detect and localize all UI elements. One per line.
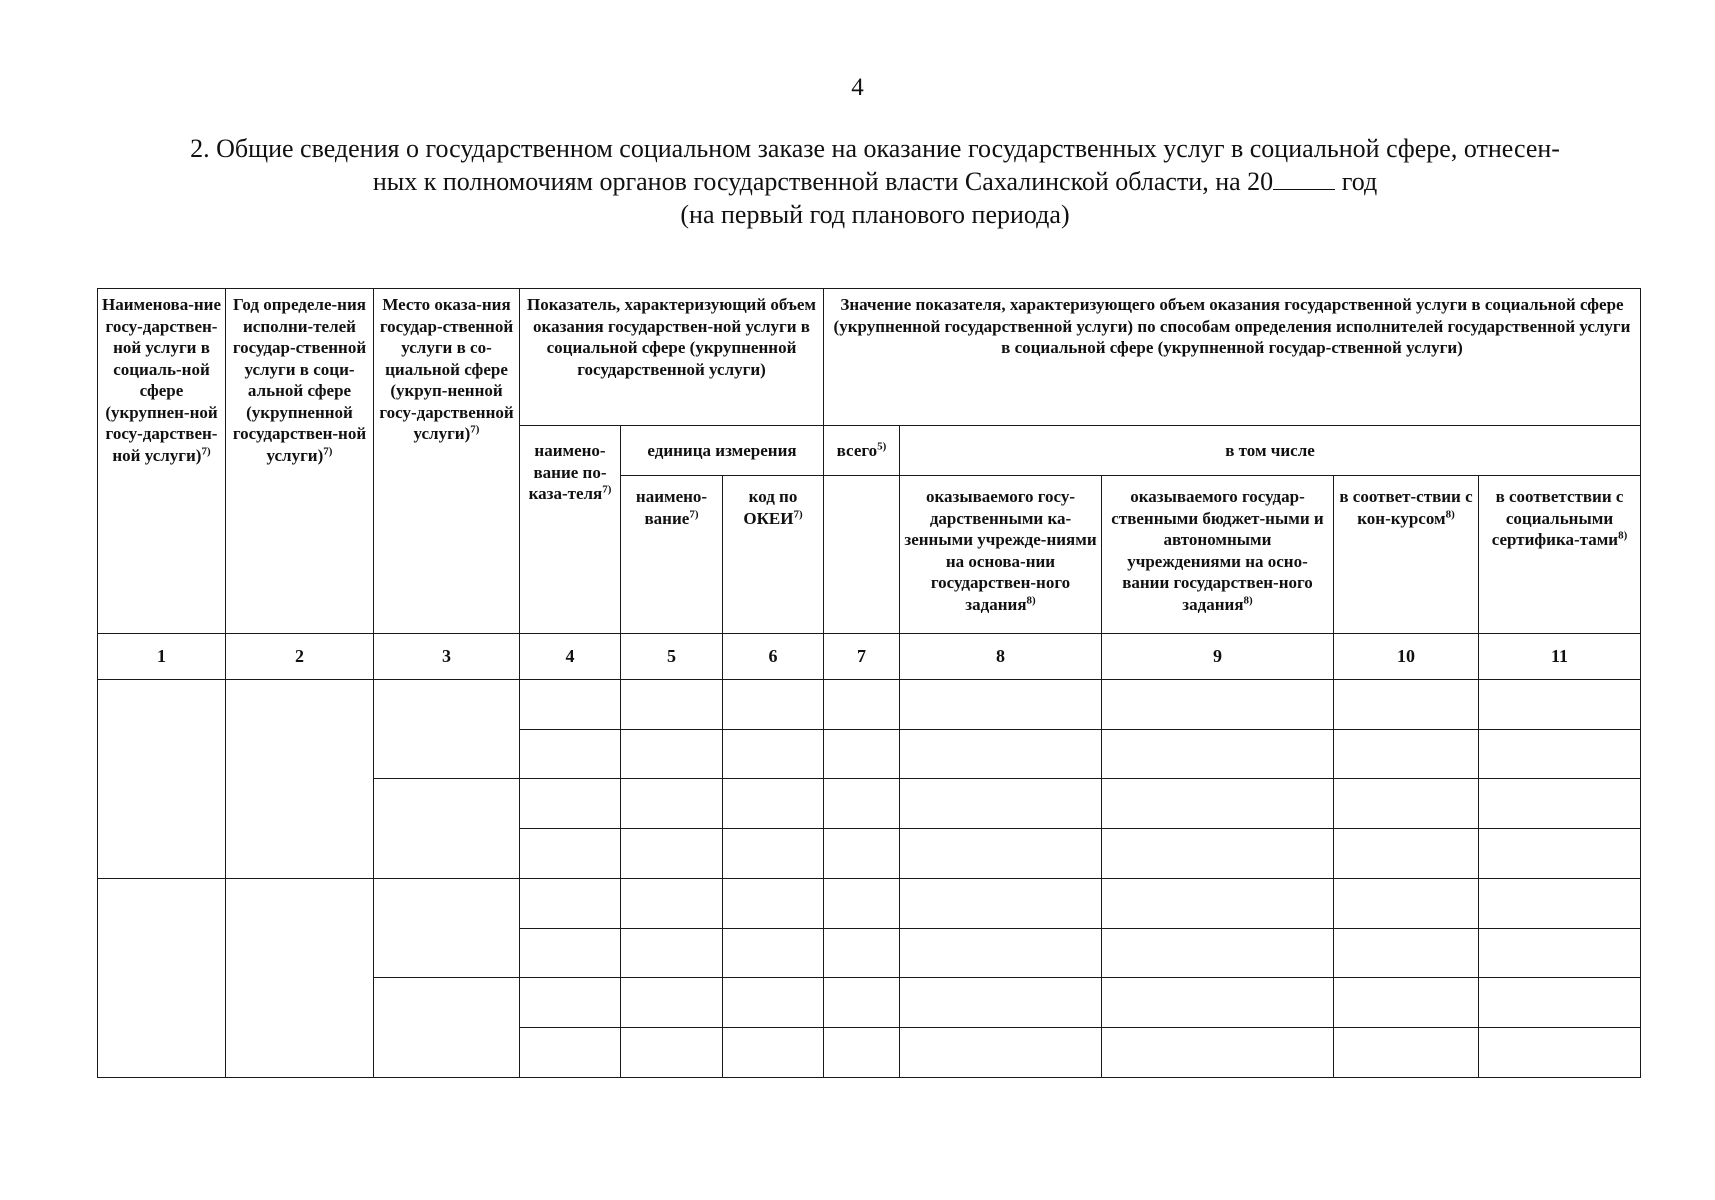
table-cell[interactable] [520,679,621,729]
table-cell[interactable] [824,729,900,779]
table-cell[interactable] [1102,729,1334,779]
header-including: в том числе [900,426,1641,476]
determination-year-cell[interactable] [226,679,374,878]
section-title [70,132,1680,231]
determination-year-cell[interactable] [226,878,374,1077]
table-cell[interactable] [1334,928,1479,978]
year-blank-field[interactable] [1273,167,1335,190]
header-unit-group: единица измерения [621,426,824,476]
table-cell[interactable] [1102,679,1334,729]
service-place-cell[interactable] [374,978,520,1078]
table-cell[interactable] [723,1028,824,1078]
header-determination-year: Год определе-ния исполни-телей государ-ственной услуги в соци-альной сфере (укрупненной государствен-ной услуги)$^{7)}$ [226,289,374,634]
table-cell[interactable] [520,779,621,829]
table-cell[interactable] [824,679,900,729]
column-number: 1 [98,634,226,680]
header-social-certificates: в соответствии с социальными сертифика-тами$^{8)}$ [1479,476,1641,634]
table-cell[interactable] [520,878,621,928]
column-number: 6 [723,634,824,680]
table-cell[interactable] [1334,729,1479,779]
header-value-group: Значение показателя, характеризующего объем оказания государственной услуги в социальной сфере (укрупненной государственной услуги) по способам определения исполнителей государственной услуги в социальной сфере (укрупненной государ-ственной услуги) [824,289,1641,426]
table-cell[interactable] [723,779,824,829]
table-cell[interactable] [723,928,824,978]
service-place-cell[interactable] [374,779,520,879]
table-cell[interactable] [621,829,723,879]
column-number: 8 [900,634,1102,680]
column-number: 10 [1334,634,1479,680]
title-line-2-prefix: ных к полномочиям органов государственной власти Сахалинской области, на 20 [372,167,1274,196]
table-cell[interactable] [1102,829,1334,879]
header-state-institutions: оказываемого госу-дарственными ка-зенными учрежде-ниями на основа-нии государствен-ного задания$^{8)}$ [900,476,1102,634]
table-cell[interactable] [824,779,900,829]
header-budget-institutions: оказываемого государ-ственными бюджет-ными и автономными учреждениями на осно-вании государствен-ного задания$^{8)}$ [1102,476,1334,634]
column-number: 2 [226,634,374,680]
header-total: всего$^{5)}$ [824,426,900,476]
table-cell[interactable] [1102,978,1334,1028]
table-cell[interactable] [1334,779,1479,829]
title-line-1: 2. Общие сведения о государственном социальном заказе на оказание государственных услуг в социальной сфере, отнесен- [190,134,1560,163]
column-number: 11 [1479,634,1641,680]
header-service-place: Место оказа-ния государ-ственной услуги в со-циальной сфере (укруп-ненной госу-дарственной услуги)$^{7)}$ [374,289,520,634]
table-cell[interactable] [1102,1028,1334,1078]
table-cell[interactable] [824,978,900,1028]
social-order-table [97,288,1641,1078]
table-cell[interactable] [1479,829,1641,879]
table-cell[interactable] [1479,729,1641,779]
table-cell[interactable] [1479,779,1641,829]
service-name-cell[interactable] [98,679,226,878]
table-cell[interactable] [900,978,1102,1028]
header-competition: в соответ-ствии с кон-курсом$^{8)}$ [1334,476,1479,634]
table-cell[interactable] [1479,679,1641,729]
table-cell[interactable] [520,729,621,779]
table-cell[interactable] [900,928,1102,978]
table-cell[interactable] [621,978,723,1028]
table-cell[interactable] [824,928,900,978]
table-row [98,878,1641,928]
table-cell[interactable] [1334,878,1479,928]
column-number: 9 [1102,634,1334,680]
table-cell[interactable] [824,1028,900,1078]
page-number: 4 [851,74,864,101]
header-total-empty [824,476,900,634]
table-cell[interactable] [1334,978,1479,1028]
table-cell[interactable] [824,878,900,928]
table-cell[interactable] [1334,679,1479,729]
table-cell[interactable] [1479,978,1641,1028]
table-cell[interactable] [900,679,1102,729]
table-cell[interactable] [1102,928,1334,978]
column-number: 7 [824,634,900,680]
title-line-2 [70,165,1680,198]
table-cell[interactable] [1334,1028,1479,1078]
column-number: 4 [520,634,621,680]
table-cell[interactable] [621,779,723,829]
table-cell[interactable] [1479,1028,1641,1078]
table-cell[interactable] [1479,878,1641,928]
table-cell[interactable] [900,829,1102,879]
table-cell[interactable] [520,1028,621,1078]
table-cell[interactable] [723,878,824,928]
header-unit-name: наимено-вание$^{7)}$ [621,476,723,634]
table-cell[interactable] [723,729,824,779]
table-cell[interactable] [900,729,1102,779]
table-cell[interactable] [520,829,621,879]
table-cell[interactable] [900,779,1102,829]
table-cell[interactable] [900,878,1102,928]
table-cell[interactable] [621,928,723,978]
table-cell[interactable] [824,829,900,879]
table-cell[interactable] [1102,779,1334,829]
table-row [98,679,1641,729]
table-cell[interactable] [723,679,824,729]
header-indicator-name: наимено-вание по-каза-теля$^{7)}$ [520,426,621,634]
column-numbers-row [98,634,1641,680]
table-cell[interactable] [520,928,621,978]
service-place-cell[interactable] [374,878,520,978]
table-cell[interactable] [520,978,621,1028]
title-line-3: (на первый год планового периода) [680,200,1070,229]
table-cell[interactable] [723,978,824,1028]
header-indicator-group: Показатель, характеризующий объем оказания государствен-ной услуги в социальной сфере (укрупненной государственной услуги) [520,289,824,426]
service-place-cell[interactable] [374,679,520,779]
header-okei-code: код по ОКЕИ$^{7)}$ [723,476,824,634]
table-cell[interactable] [1102,878,1334,928]
title-line-2-suffix: год [1341,167,1378,196]
column-number: 3 [374,634,520,680]
table-cell[interactable] [621,679,723,729]
table-cell[interactable] [723,829,824,879]
table-cell[interactable] [621,1028,723,1078]
table-cell[interactable] [621,878,723,928]
table-cell[interactable] [900,1028,1102,1078]
table-cell[interactable] [621,729,723,779]
table-cell[interactable] [1479,928,1641,978]
service-name-cell[interactable] [98,878,226,1077]
table-cell[interactable] [1334,829,1479,879]
column-number: 5 [621,634,723,680]
header-service-name: Наименова-ние госу-дарствен-ной услуги в социаль-ной сфере (укрупнен-ной госу-дарствен-ной услуги)$^{7)}$ [98,289,226,634]
